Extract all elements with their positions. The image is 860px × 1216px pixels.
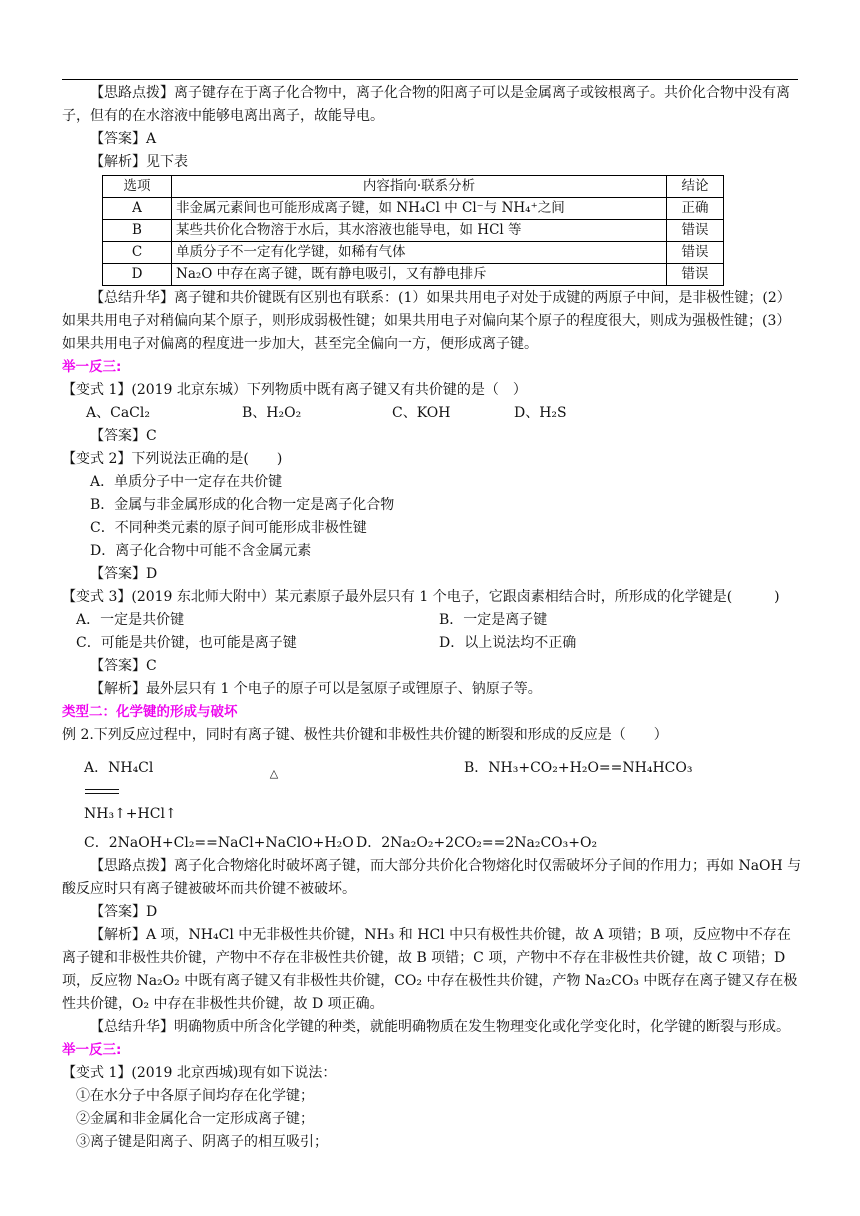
table-cell-option: A bbox=[103, 198, 172, 220]
summary-paragraph: 【总结升华】离子键和共价键既有区别也有联系：(1）如果共用电子对处于成键的两原子中间，是非极性键；(2）如果共用电子对稍偏向某个原子，则形成弱极性键；如果共用电子对偏向某个原子的程度很大，则成为强极性键；(3）如果共用电子对偏离的程度进一步加大，甚至完全偏向一方，便形成离子键。 bbox=[62, 290, 791, 352]
table-row bbox=[103, 198, 724, 220]
option-d: D．2Na₂O₂+2CO₂==2Na₂CO₃+O₂ bbox=[356, 835, 598, 851]
table-cell-result: 错误 bbox=[667, 242, 724, 264]
document-body bbox=[62, 82, 802, 1154]
variant-3-question: 【变式 3】(2019 东北师大附中）某元素原子最外层只有 1 个电子，它跟卤素相结合时，所形成的化学键是( ) bbox=[62, 589, 780, 605]
example-2-answer: 【答案】D bbox=[90, 904, 158, 920]
variant-3-options-row-1 bbox=[62, 609, 802, 632]
analysis-table bbox=[102, 175, 724, 286]
header-rule bbox=[62, 79, 798, 80]
option-a: A．单质分子中一定存在共价键 bbox=[90, 474, 283, 490]
table-cell-content: 某些共价化合物溶于水后，其水溶液也能导电，如 HCl 等 bbox=[172, 220, 667, 242]
variant-1-answer: 【答案】C bbox=[90, 428, 157, 444]
table-header-option: 选项 bbox=[103, 176, 172, 198]
practice-heading: 举一反三: bbox=[62, 1042, 122, 1058]
option-a-reactant: A．NH₄Cl bbox=[84, 760, 154, 776]
variant-2-question: 【变式 2】下列说法正确的是( ) bbox=[62, 451, 283, 467]
table-header-row bbox=[103, 176, 724, 198]
option-d: D．离子化合物中可能不含金属元素 bbox=[90, 543, 312, 559]
option-c: C．2NaOH+Cl₂==NaCl+NaClO+H₂O bbox=[84, 835, 354, 851]
answer-line: 【答案】A bbox=[90, 131, 157, 147]
table-cell-result: 正确 bbox=[667, 198, 724, 220]
option-a: A．一定是共价键 bbox=[76, 612, 185, 628]
example-2-options-row-1 bbox=[62, 757, 802, 826]
hint-paragraph: 【思路点拨】离子键存在于离子化合物中，离子化合物的阳离子可以是金属离子或铵根离子。共价化合物中没有离子，但有的在水溶液中能够电离出离子，故能导电。 bbox=[62, 85, 790, 124]
statement-item: ②金属和非金属化合一定形成离子键； bbox=[76, 1111, 314, 1127]
option-c: C、KOH bbox=[392, 405, 451, 421]
option-b: B、H₂O₂ bbox=[242, 405, 302, 421]
statement-item: ①在水分子中各原子间均存在化学键； bbox=[76, 1088, 314, 1104]
variant-2-answer: 【答案】D bbox=[90, 566, 158, 582]
option-d: D．以上说法均不正确 bbox=[439, 635, 577, 651]
example-2-hint: 【思路点拨】离子化合物熔化时破坏离子键，而大部分共价化合物熔化时仅需破坏分子间的作用力；再如 NaOH 与酸反应时只有离子键被破坏而共价键不被破坏。 bbox=[62, 858, 802, 897]
variant-3-answer: 【答案】C bbox=[90, 658, 157, 674]
table-cell-result: 错误 bbox=[667, 264, 724, 286]
type-2-heading: 类型二：化学键的形成与破坏 bbox=[62, 704, 238, 720]
practice-heading: 举一反三: bbox=[62, 359, 122, 375]
option-b: B．一定是离子键 bbox=[439, 612, 548, 628]
table-cell-content: 非金属元素间也可能形成离子键，如 NH₄Cl 中 Cl⁻与 NH₄⁺之间 bbox=[172, 198, 667, 220]
variant-3-analysis: 【解析】最外层只有 1 个电子的原子可以是氢原子或锂原子、钠原子等。 bbox=[90, 681, 542, 697]
table-cell-option: D bbox=[103, 264, 172, 286]
option-b: B．NH₃+CO₂+H₂O==NH₄HCO₃ bbox=[464, 760, 693, 776]
table-row bbox=[103, 242, 724, 264]
table-cell-content: Na₂O 中存在离子键，既有静电吸引，又有静电排斥 bbox=[172, 264, 667, 286]
option-a bbox=[84, 757, 464, 826]
table-row bbox=[103, 264, 724, 286]
table-row bbox=[103, 220, 724, 242]
analysis-intro: 【解析】见下表 bbox=[90, 154, 188, 170]
example-2-summary: 【总结升华】明确物质中所含化学键的种类，就能明确物质在发生物理变化或化学变化时，化学键的断裂与形成。 bbox=[90, 1019, 790, 1035]
table-cell-option: B bbox=[103, 220, 172, 242]
option-c: C．不同种类元素的原子间可能形成非极性键 bbox=[90, 520, 367, 536]
option-c: C．可能是共价键，也可能是离子键 bbox=[76, 635, 297, 651]
variant-1-options bbox=[62, 402, 802, 425]
heat-symbol: △ bbox=[269, 767, 279, 780]
table-cell-result: 错误 bbox=[667, 220, 724, 242]
example-2-options-row-2 bbox=[62, 832, 802, 855]
statement-item: ③离子键是阳离子、阴离子的相互吸引； bbox=[76, 1134, 328, 1150]
option-a: A、CaCl₂ bbox=[86, 405, 150, 421]
variant-3-options-row-2 bbox=[62, 632, 802, 655]
table-header-content: 内容指向·联系分析 bbox=[172, 176, 667, 198]
option-a-products: NH₃↑+HCl↑ bbox=[84, 806, 177, 822]
example-2-question: 例 2.下列反应过程中，同时有离子键、极性共价键和非极性共价键的断裂和形成的反应是（ ） bbox=[62, 727, 668, 743]
example-2-analysis: 【解析】A 项，NH₄Cl 中无非极性共价键，NH₃ 和 HCl 中只有极性共价键，故 A 项错；B 项，反应物中不存在离子键和非极性共价键，产物中不存在非极性共价键，故 B 项错；C 项，产物中不存在非极性共价键，故 C 项错；D 项，反应物 Na₂O₂ 中既有离子键又有非极性共价键，CO₂ 中存在极性共价键，产物 Na₂CO₃ 中既存在离子键又存在极性共价键，O₂ 中存在非极性共价键，故 D 项正确。 bbox=[62, 927, 798, 1012]
option-d: D、H₂S bbox=[514, 405, 567, 421]
variant-1-question: 【变式 1】(2019 北京西城)现有如下说法： bbox=[62, 1065, 337, 1081]
table-header-result: 结论 bbox=[667, 176, 724, 198]
option-b: B．金属与非金属形成的化合物一定是离子化合物 bbox=[90, 497, 395, 513]
table-cell-option: C bbox=[103, 242, 172, 264]
table-cell-content: 单质分子不一定有化学键，如稀有气体 bbox=[172, 242, 667, 264]
variant-1-question: 【变式 1】(2019 北京东城）下列物质中既有离子键又有共价键的是（ ） bbox=[62, 382, 527, 398]
